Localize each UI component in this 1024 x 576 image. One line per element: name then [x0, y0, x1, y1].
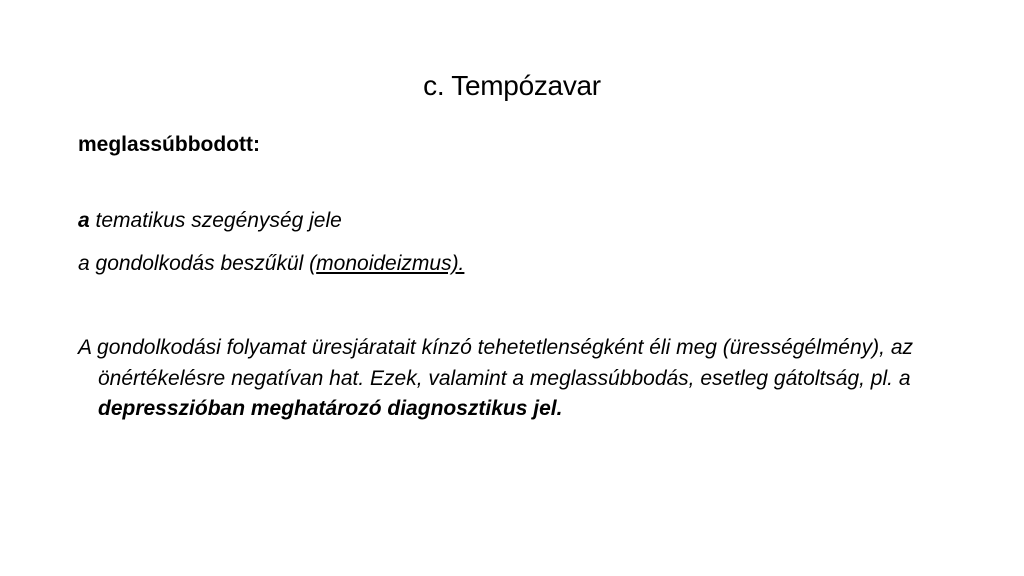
paragraph-text: A gondolkodási folyamat üresjáratait kínzó tehetetlenségként éli meg (ürességélmény), az önértékelésre negatívan hat. Ezek, valamint a meglassúbbodás, esetleg gátoltság, pl. a: [78, 336, 914, 390]
bullet-line-1: [78, 206, 978, 236]
paragraph-bold: depresszióban meghatározó diagnosztikus jel.: [98, 397, 563, 420]
line2-text: a gondolkodás beszűkül (: [78, 252, 317, 275]
line1-bold-prefix: a: [78, 209, 90, 232]
subheading: meglassúbbodott:: [78, 133, 260, 156]
slide-title: c. Tempózavar: [423, 70, 601, 101]
paragraph: [78, 333, 978, 425]
spacer: [78, 160, 978, 190]
bullet-line-2: [78, 249, 978, 279]
line1-text: tematikus szegénység jele: [89, 209, 342, 232]
slide-body: [78, 130, 978, 425]
line2-underlined: monoideizmus).: [316, 252, 465, 275]
